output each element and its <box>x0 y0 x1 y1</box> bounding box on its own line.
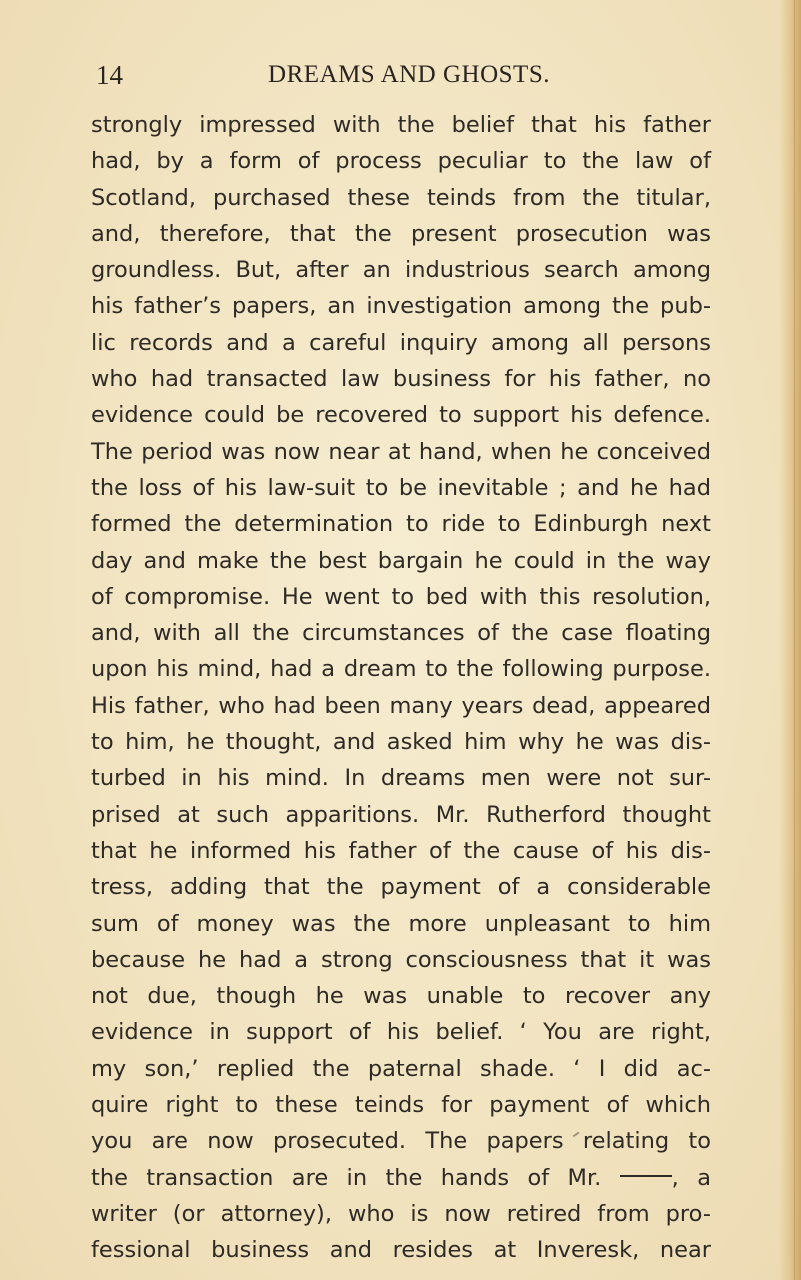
text-line: not due, though he was unable to recover any <box>91 983 711 1010</box>
text-line: evidence in support of his belief. ‘ You are right, <box>91 1019 711 1046</box>
text-line: the loss of his law-suit to be inevitable ; and he had <box>91 474 711 501</box>
page-header <box>90 58 710 92</box>
text-line: strongly impressed with the belief that his father <box>91 112 711 138</box>
text-line: who had transacted law business for his father, no <box>91 366 711 393</box>
text-line: fessional business and resides at Inveresk, near <box>91 1237 711 1264</box>
text-line: my son,’ replied the paternal shade. ‘ I did ac- <box>91 1055 711 1082</box>
text-line: and, with all the circumstances of the case floating <box>91 620 711 647</box>
text-line-with-dash <box>91 1160 711 1196</box>
text-line: his father’s papers, an investigation among the pub- <box>91 293 711 320</box>
text-line: formed the determination to ride to Edinburgh next <box>91 511 711 538</box>
text-line: His father, who had been many years dead, appeared <box>91 692 711 719</box>
text-line: tress, adding that the payment of a considerable <box>91 874 711 901</box>
text-line: writer (or attorney), who is now retired from pro- <box>91 1200 711 1227</box>
text-line: you are now prosecuted. The papers relating to <box>91 1128 711 1155</box>
text-line: turbed in his mind. In dreams men were not sur- <box>91 765 711 792</box>
text-line: Scotland, purchased these teinds from the titular, <box>91 184 711 211</box>
text-line: had, by a form of process peculiar to the law of <box>91 148 711 175</box>
text-line: to him, he thought, and asked him why he was dis- <box>91 729 711 756</box>
text-line: upon his mind, had a dream to the following purpose. <box>91 656 711 683</box>
text-line: quire right to these teinds for payment of which <box>91 1092 711 1119</box>
text-line: lic records and a careful inquiry among all persons <box>91 329 711 356</box>
text-segment: the transaction are in the hands of Mr. <box>91 1164 602 1191</box>
text-line: sum of money was the more unpleasant to him <box>91 910 711 937</box>
page-number: 14 <box>96 60 123 90</box>
text-line: day and make the best bargain he could in the way <box>91 547 711 574</box>
page-edge-line <box>794 0 795 1280</box>
running-head: DREAMS AND GHOSTS. <box>268 61 550 88</box>
text-line: of compromise. He went to bed with this resolution, <box>91 583 711 610</box>
text-line: and, therefore, that the present prosecution was <box>91 220 711 247</box>
text-line: The period was now near at hand, when he conceived <box>91 438 711 465</box>
page-edge-shading <box>779 0 801 1280</box>
text-line: that he informed his father of the cause of his dis- <box>91 837 711 864</box>
text-segment: , a <box>671 1164 711 1191</box>
text-line: evidence could be recovered to support his defence. <box>91 402 711 429</box>
em-dash-rule <box>620 1175 672 1177</box>
text-line: groundless. But, after an industrious search among <box>91 257 711 284</box>
text-line: because he had a strong consciousness that it was <box>91 946 711 973</box>
body-text <box>91 107 711 1269</box>
text-line: prised at such apparitions. Mr. Rutherford thought <box>91 801 711 828</box>
